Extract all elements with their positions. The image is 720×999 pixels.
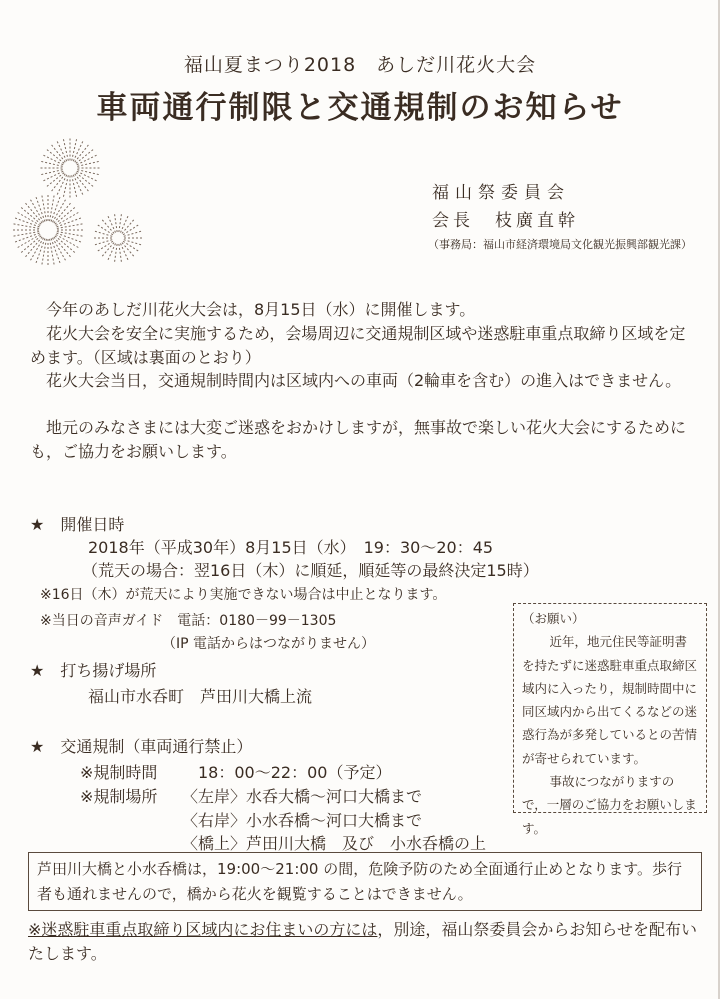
intro-paragraph-1: 今年のあしだ川花火大会は，8月15日（水）に開催します。 xyxy=(46,300,476,319)
page-title: 車両通行制限と交通規制のお知らせ xyxy=(96,90,624,126)
fireworks-icon xyxy=(0,130,150,280)
footnote xyxy=(28,918,708,966)
launch-place: 福山市水呑町 芦田川大橋上流 xyxy=(88,687,313,706)
traffic-place-right-bank: 〈右岸〉小水呑橋～河口大橋まで xyxy=(182,811,423,830)
schedule-rain: （荒天の場合：翌16日（木）に順延，順延等の最終決定15時） xyxy=(82,561,539,580)
schedule-datetime: 2018年（平成30年）8月15日（水） 19：30～20：45 xyxy=(88,538,494,557)
traffic-place-left-bank: 〈左岸〉水呑大橋～河口大橋まで xyxy=(182,787,423,806)
organizer-chair: 会長 枝廣直幹 xyxy=(432,211,579,231)
intro-paragraph-2: 花火大会を安全に実施するため，会場周辺に交通規制区域や迷惑駐車重点取締り区域を定めます。（区域は裏面のとおり） xyxy=(30,324,686,367)
traffic-place-label: ※規制場所 xyxy=(80,787,158,806)
traffic-place-bridges: 〈橋上〉芦田川大橋 及び 小水呑橋の上 xyxy=(182,834,487,853)
traffic-time-label: ※規制時間 xyxy=(80,763,158,782)
traffic-heading: ★ 交通規制（車両通行禁止） xyxy=(30,737,253,756)
traffic-time-value: 18：00～22：00（予定） xyxy=(198,763,392,782)
launch-heading: ★ 打ち揚げ場所 xyxy=(30,661,157,680)
organizer-office: （事務局：福山市経済環境局文化観光振興部観光課） xyxy=(428,238,692,251)
intro-paragraph-4: 地元のみなさまには大変ご迷惑をおかけしますが，無事故で楽しい花火大会にするためにも，ご協力をお願いします。 xyxy=(30,418,687,461)
event-subtitle: 福山夏まつり2018 あしだ川花火大会 xyxy=(183,54,537,76)
request-box xyxy=(513,603,707,836)
schedule-note-phone: ※当日の音声ガイド 電話：0180－99－1305 xyxy=(40,613,337,629)
schedule-note-ip: （IP 電話からはつながりません） xyxy=(162,636,376,652)
bridge-closure-warning: 芦田川大橋と小水呑橋は，19:00～21:00 の間，危険予防のため全面通行止めとなります。歩行者も通れませんので，橋から花火を観覧することはできません。 xyxy=(28,852,702,911)
footnote-rest: ，別途，福山祭委員会からお知らせを配布いたします。 xyxy=(28,920,697,963)
request-box-heading: （お願い） xyxy=(522,611,585,626)
schedule-note-cancel: ※16日（木）が荒天により実施できない場合は中止となります。 xyxy=(40,587,447,603)
organizer-name: 福山祭委員会 xyxy=(432,183,570,203)
schedule-heading: ★ 開催日時 xyxy=(30,515,125,534)
request-box-body: 近年，地元住民等証明書を持たずに迷惑駐車重点取締区域内に入ったり，規制時間中に同区域内から出てくるなどの迷惑行為が多発しているとの苦情が寄せられています。 xyxy=(522,634,698,766)
intro-paragraph-3: 花火大会当日，交通規制時間内は区域内への車両（2輪車を含む）の進入はできません。 xyxy=(46,371,682,390)
footnote-underlined: ※迷惑駐車重点取締り区域内にお住まいの方には xyxy=(28,920,378,939)
request-box-body-2: 事故につながりますので，一層のご協力をお願いします。 xyxy=(522,774,697,836)
